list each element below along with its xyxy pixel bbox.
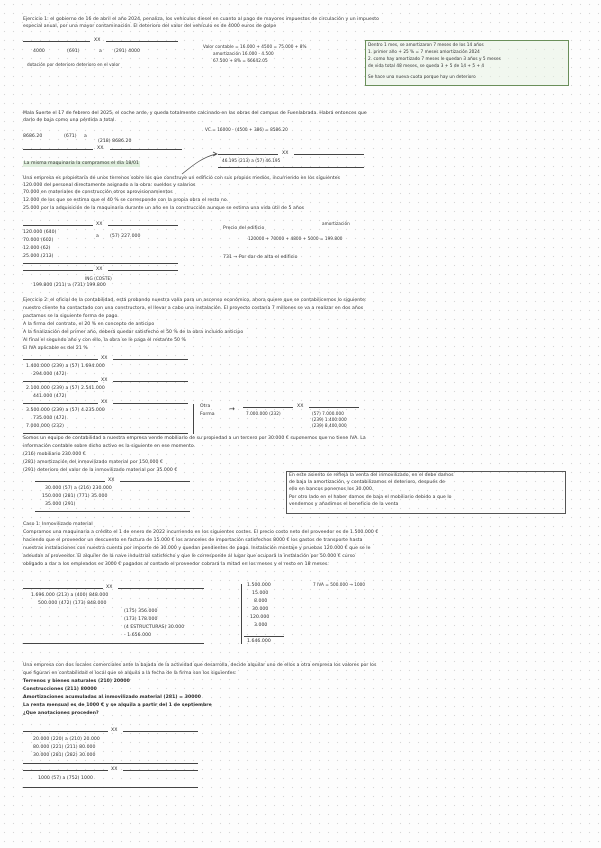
ex6-journal-line5: (4 ESTRUCTURAS) 30.000 [124,625,185,630]
ex6-intro-line4: adeudan al proveedor. El alquiler de la nave industrial satisfecho y que le corresponde al lugar que ocupará la instalación por 50.000 € curso [23,554,356,559]
ex4-j2-line2: 441.000 (472) [33,394,67,399]
ex4-alt-r2: (239) 1.400.000 [312,417,347,422]
ex4-alt-xx: XX [297,404,304,409]
ex7-j1-rule-right [123,731,198,732]
ex5-box-line3: ello en bancos ponemos los 30.000. [289,487,374,492]
ex4-forma-label: Forma [200,412,215,417]
ex3-journal-credit: (57) 227.000 [110,234,141,239]
ex4-alt-rule-right [309,407,359,408]
ex2-calc: VC = 16000 - (4500 + 386) = 8586.20 [205,127,288,132]
ex2-journal2-line1: 46.195 (213) a (57) 46.195 [222,158,281,163]
ex5-intro-line5: (291) deterioro del valor de la inmovilizado material por 35.000 € [23,468,178,473]
ex4-alt-r1: (57) 7.000.000 [312,411,344,416]
ex2-journal-rule-left [23,149,93,150]
ex6-sum-line3: 8.000 [254,599,268,604]
ex1-journal-debit-account: (691) [67,49,80,54]
ex3-intro-line1: Una empresa es propietaria de unos terrenos sobre los que construye un edificio con sus propios medios, incurriendo en los siguientes [23,176,341,181]
ex3-journal2-small: ING (COSTE) [85,276,112,281]
ex5-journal-rule-right [120,481,190,482]
ex6-intro-line1: Compramos una maquinaria a crédito el 1 de enero de 2022 incurriendo en los siguientes costes. El precio costo neto del proveedor es de 1.500.000 € [23,530,379,535]
ex3-journal2-xx: XX [96,267,103,272]
ex6-intro-line2: haciendo que el proveedor un descuento en factura de 15.000 € los aranceles de importación satisfechos 8000 € los gastos de transporte hasta [23,538,363,543]
ex4-intro-line4: A la firma del contrato, el 20 % en concepto de anticipo [23,322,155,327]
ex4-j2-rule-left [23,381,98,382]
ex1-journal-xx: XX [94,38,101,43]
ex2-journal-xx: XX [97,146,104,151]
ex5-intro-line2: información contable sobre dicho activo es la siguiente en ese momento. [23,444,196,449]
ex7-j1-line1: 20.000 (220) a (210) 20.000 [33,737,100,742]
ex4-j1-rule-right [113,359,188,360]
ex7-j2-rule-right [123,770,198,771]
ex1-journal-note: dotación por deterioro deterioro en el valor [27,62,120,67]
ex2-journal-rule-right [110,149,182,150]
ex4-j3-line1: 3.500.000 (239) a (57) 4.235.000 [26,408,105,413]
ex1-journal-rule-left [23,41,90,42]
ex5-box-line1: En este asiento se refleja la venta del inmovilizado, en el debe damos [289,473,454,478]
ex4-bracket-line [193,404,194,434]
ex4-intro-line3: pactamos se la siguiente forma de pago. [23,314,119,319]
ex2-journal2-rule-bottom [218,167,364,168]
ex4-intro-line5: A la finalización del primer año, deberá quedar satisfecho el 50 % de la obra incluido anticipo [23,330,244,335]
ex2-journal2-rule-left [218,154,278,155]
ex4-alt-rule-left [243,407,293,408]
ex2-journal2-rule-right [294,154,364,155]
ex1-box-line2: 1. primer año + 25 % = 7 meses amortización 2024 [368,49,480,54]
ex4-j3-line3: 7.000.000 (232) [26,424,64,429]
ex4-j1-xx: XX [101,356,108,361]
ex1-journal-a: a [99,49,102,54]
ex4-j3-rule-left [23,403,98,404]
ex5-box-line4: Por otro lado en el haber damos de baja el mobiliario debido a que lo [289,495,452,500]
ex6-journal-rule-right [118,588,204,589]
ex2-journal-debit-amount: 8686.20 [23,134,43,139]
ex6-journal-rule-bottom [23,643,204,644]
ex1-intro-line2: especial anual, por una mayor contaminación. El deterioro del valor del vehículo es de 4000 euros de golpe [23,24,277,29]
ex3-intro-line4: 12.000 de los que se estima que el 40 % se corresponde con la propia obra el resto no. [23,198,229,203]
ex2-intro-line2: darlo de baja como una pérdida a total. [23,118,116,123]
ex5-journal-rule-left [35,481,105,482]
ex6-journal-line4: (173) 178.000 [124,617,158,622]
ex4-j3-rule-right [113,403,188,404]
ex6-sum-rule [244,636,284,637]
ex5-intro-line1: Somos un equipo de contabilidad a nuestra empresa vende mobiliario de su propiedad a un tercero por 30.000 € suponemos que no tiene IVA. La [23,436,366,441]
ex3-journal2-rule-left [23,270,93,271]
ex3-journal2-line1: 199.800 (211) a (731) 199.800 [33,283,106,288]
ex7-j1-line3: 30.000 (281) (282) 30.000 [33,753,96,758]
ex4-j2-line1: 2.100.000 (239) a (57) 2.541.000 [26,386,105,391]
ex6-journal-line2: 500.000 (472) (173) 848.000 [38,601,107,606]
ex7-j2-xx: XX [111,767,118,772]
ex7-j2-line1: 1000 (57) a (752) 1000 [38,776,93,781]
ex7-intro-line7: ¿Que anotaciones proceden? [23,711,99,716]
ex4-otra-label: Otra [200,404,211,409]
ex5-intro-line4: (281) amortización del inmovilizado material por 150.000 € [23,460,163,465]
ex4-j2-rule-right [113,381,188,382]
ex4-intro-line2: nuestro cliente ha contactado con una constructora, el llevar a cabo una instalación. El proyecto costaría 7 millones se va a realizar en dos años [23,306,364,311]
ex4-intro-line1: Ejercicio 2: el oficial de la contabilidad, está probando nuestra valía para un ascenso económico, ahora quiere que se contabilicemos lo siguiente: [23,298,367,303]
ex4-arrow-icon: → [229,405,235,413]
ex7-intro-line4: Construcciones (211) 80000 [23,687,97,692]
ex4-j3-rule-bottom [23,433,188,434]
ex6-sum-line5: 120.000 [250,615,270,620]
ex3-intro-line5: 25.000 por la adquisición de la maquinaria durante un año en la construcción aunque se estima una vida útil de 5 años [23,206,305,211]
ex4-alt-line1: 7.000.000 (232) [246,411,281,416]
ex6-sum-line2: 15.000 [252,591,269,596]
ex1-calc-line2: amortización 16.000 - 4.500 [213,51,274,56]
ex1-journal-debit-amount: 4000 [33,49,45,54]
ex4-j3-xx: XX [101,400,108,405]
ex1-box-line4: de vida total 48 meses, se queda 3 + 5 de 14 + 5 + 4 [368,63,485,68]
ex7-intro-line3: Terrenos y bienes naturales (210) 20000 [23,679,130,684]
ex3-intro-line2: 120.000 del personal directamente asignado a la obra: sueldos y salarios [23,183,196,188]
ex3-journal-rule-bottom [23,263,178,264]
ex3-journal-row1: 120.000 (640) [23,230,57,235]
ex6-journal-rule-left [23,588,103,589]
ex7-j1-line2: 80.000 (221) (211) 80.000 [33,745,96,750]
ex3-journal-a: a [96,234,99,239]
ex6-journal-line3: (175) 356.000 [124,609,158,614]
ex6-journal-line1: 1.696.000 (213) a (400) 848.000 [31,593,109,598]
ex7-intro-line5: Amortizaciones acumuladas al inmovilizado material (281) = 30000 [23,695,201,700]
ex3-account-note: 731 → Por dar de alta el edificio [223,255,298,260]
ex3-precio-label: Precio del edificio [223,226,265,231]
ex5-box-line5: vendemos y añadimos el beneficio de la venta [289,502,399,507]
ex3-journal-rule-right [108,225,178,226]
ex7-j1-xx: XX [111,728,118,733]
ex2-journal-a: a [84,134,87,139]
ex2-journal2-xx: XX [282,151,289,156]
ex1-journal-credit: (291) 4000 [114,49,141,54]
ex1-calc-line1: Valor contable = 16.000 + 4500 = 75.000 + 8% [203,44,307,49]
ex4-j1-line1: 1.400.000 (239) a (57) 1.694.000 [26,364,105,369]
ex6-sum-note: 7 IVA = 500.000 → 1000 [313,582,366,587]
ex5-journal-line3: 35.000 (291) [45,502,76,507]
ex5-intro-line3: (216) mobiliario 230.000 € [23,452,86,457]
ex1-box-line1: Dentro 1 mes, se amortizaron 7 meses de los 14 años [368,42,484,47]
ex6-journal-line6: - 1.656.000 [124,633,152,638]
ex3-journal2-rule-right [108,270,178,271]
ex3-journal-rule-left [23,225,93,226]
ex6-sum-total: 1.646.000 [247,639,271,644]
ex7-intro-line6: La renta mensual es de 1000 € y se alquila a partir del 1 de septiembre [23,703,212,708]
ex4-j2-xx: XX [101,378,108,383]
ex4-alt-r3: (239) 8.400.000 [312,423,347,428]
ex2-note-highlight: La misma maquinaria la compramos el día 18/01 [24,161,139,166]
ex6-intro-line3: nuestras instalaciones con nuestra cuenta por importe de 30.000 y quedan pendientes de pago. Instalación montaje y pruebas 120.000 € que se le [23,546,371,551]
ex2-journal-debit-account: (671) [64,134,77,139]
ex6-sum-divider [241,584,242,644]
ex7-intro-line1: Una empresa con dos locales comerciales ante la bajada de la actividad que desarrolla, decide alquilar uno de ellos a otra empresa los valores por los [23,663,377,668]
ex5-journal-rule-bottom [35,511,190,512]
ex6-sum-line6: 3.000 [254,623,268,628]
ex1-journal-rule-right [106,41,178,42]
ex1-calc-line3: 67.500 + 8% = 66642.05 [213,58,268,63]
ex6-sum-line1: 1.500.000 [247,583,271,588]
ex1-intro-line1: Ejercicio 1: el gobierno de 16 de abril el año 2024, penaliza, los vehículos diesel en cuanto al pago de mayores impuestos de circulación y un impuesto [23,17,379,22]
ex7-intro-line2: que figuran en contabilidad el local que se alquila a la fecha de la firma son los siguientes: [23,671,237,676]
ex1-box-line3: 2. como hay amortizado 7 meses le quedan 3 años y 5 meses [368,56,501,61]
ex3-journal-row3: 12.000 (62) [23,246,51,251]
ex4-intro-line7: El IVA aplicable es del 21 % [23,346,88,351]
ex1-box-line5: Se hace una nueva cuota porque hay un deterioro [368,74,476,79]
ex3-journal-xx: XX [96,222,103,227]
ex6-journal-xx: XX [106,585,113,590]
ex3-journal-row2: 70.000 (602) [23,238,54,243]
ex6-sum-line4: 30.000 [252,607,269,612]
ex2-curve-arrow [180,148,220,178]
ex7-j1-rule-left [23,731,108,732]
ex6-title: Caso 1: Inmovilizado material [23,522,93,527]
ex6-intro-line5: obligado a dar a los empleados es 3000 € pagados al contado el proveedor cobrará la mitad en los meses y el resto en 18 meses. [23,562,329,567]
ex3-precio-calc: 120000 + 70000 + 4800 + 5000 = 199.800 [248,236,343,241]
ex3-precio-small: amortización [322,221,350,226]
ex5-journal-line2: 150.000 (281) (771) 35.000 [42,494,108,499]
ex2-journal-credit: (218) 8686.20 [98,139,132,144]
ex2-intro-line1: Mala Suerte el 17 de febrero del 2025, el coche arde, y queda totalmente calcinado en las obras del campus de Fuenlabrada. Habrá entonces que [23,111,367,116]
ex5-journal-xx: XX [108,478,115,483]
ex7-j1-rule-bottom [23,763,198,764]
ex4-j1-line2: 294.000 (472) [33,372,67,377]
ex4-intro-line6: Al final el segundo año y con ello, la obra se le paga el restante 50 % [23,338,186,343]
ex7-j2-rule-left [23,770,108,771]
ex5-box-line2: de baja la amortización, y contabilizamos el deterioro, después de [289,480,446,485]
ex4-j3-line2: 735.000 (472) [33,416,67,421]
ex3-journal-row4: 25.000 (213) [23,254,54,259]
ex5-journal-line1: 30.000 (57) a (216) 230.000 [45,486,112,491]
ex3-intro-line3: 70.000 en materiales de construcción otros aprovisionamientos [23,190,173,195]
ex7-j2-rule-bottom [23,787,198,788]
ex4-j1-rule-left [23,359,98,360]
